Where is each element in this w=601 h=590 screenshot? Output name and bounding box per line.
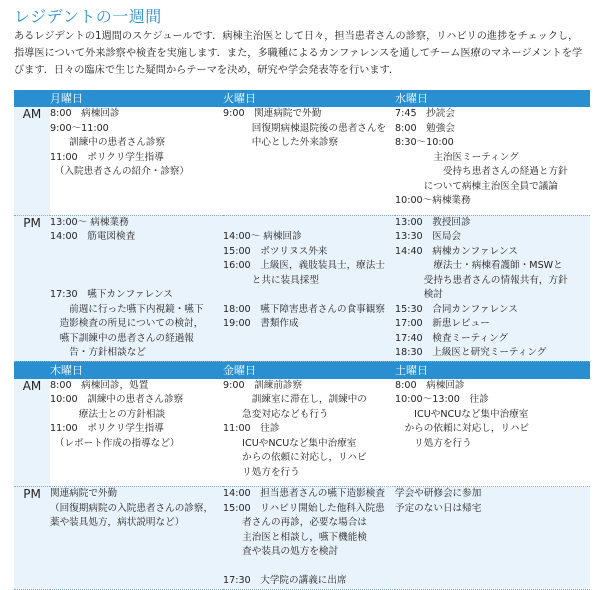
schedule-entry: について病棟主治医全員で議論 <box>395 180 558 192</box>
schedule-entry: 薬や装具処方，病状説明など） <box>50 517 185 528</box>
schedule-entry: からの依頼に対応し，リハビ <box>223 452 367 463</box>
schedule-entry: 関連病院で外勤 <box>50 488 118 499</box>
schedule-entry: 8:30〜10:00 <box>395 137 454 148</box>
schedule-entry: 19:00 書類作成 <box>223 318 299 329</box>
schedule-entry: 16:00 上級医，義肢装具士，療法士 <box>223 260 385 271</box>
schedule-entry: 17:00 新患レビュー <box>395 318 490 329</box>
schedule-entry: 17:30 大学院の講義に出席 <box>223 575 347 586</box>
schedule-entry <box>223 560 395 575</box>
schedule-entry: 8:00 病棟回診，処置 <box>50 379 149 391</box>
schedule-entry: 主治医ミーティング <box>395 151 519 163</box>
schedule-cell <box>395 215 590 361</box>
schedule-entry: 11:00 ポリクリ学生指導 <box>50 423 164 434</box>
day-header: 金曜日 <box>223 361 395 379</box>
schedule-entry: 14:00 筋電図検査 <box>50 231 136 242</box>
schedule-entry: 9:00〜11:00 <box>50 122 109 134</box>
schedule-entry: 9:00 関連病院で外勤 <box>223 108 322 119</box>
schedule-entry: 11:00 ポリクリ学生指導 <box>50 151 164 163</box>
schedule-entry: 受持ち患者さんの経過と方針 <box>395 166 568 177</box>
schedule-entry: 14:40 病棟カンファレンス <box>395 245 518 257</box>
schedule-entry: 13:00 教授回診 <box>395 216 471 228</box>
schedule-cell <box>50 107 223 215</box>
schedule-entry: 18:30 上級医と研究ミーティング <box>395 347 547 358</box>
schedule-entry: からの依頼に対応し，リハビ <box>395 423 530 434</box>
schedule-entry: 検討 <box>395 289 443 300</box>
pm-row <box>14 215 590 361</box>
schedule-entry: 受持ち患者さんの情報共有，方針 <box>395 274 568 286</box>
schedule-entry: 10:00〜13:00 往診 <box>395 394 489 405</box>
schedule-entry: と共に装具採型 <box>223 274 319 286</box>
schedule-entry: 学会や研修会に参加 <box>395 488 482 499</box>
header-corner <box>14 361 50 379</box>
schedule-entry: 13:30 医局会 <box>395 231 462 242</box>
schedule-entry: 中心とした外来診察 <box>223 137 339 148</box>
schedule-entry: 11:00 往診 <box>223 423 280 434</box>
schedule-cell <box>223 379 395 487</box>
schedule-entry: リ処方を行う <box>223 466 300 478</box>
schedule-entry: 9:00 訓練前診察 <box>223 379 303 391</box>
schedule-cell <box>223 107 395 215</box>
schedule-entry: リ処方を行う <box>395 437 472 449</box>
day-header: 水曜日 <box>395 90 590 107</box>
schedule-cell <box>50 379 223 487</box>
schedule-entry <box>223 288 395 303</box>
pm-label: PM <box>14 487 50 590</box>
schedule-entry: 主治医と相談し，嚥下機能検 <box>223 531 367 543</box>
schedule-entry: 回復期病棟退院後の患者さんを <box>223 122 387 134</box>
schedule-cell <box>395 107 590 215</box>
schedule-entry: 訓練中の患者さん診察 <box>50 137 166 148</box>
intro-paragraph: あるレジデントの1週間のスケジュールです．病棟主治医として日々，担当患者さんの診察，リハビリの進捗をチェックし，指導医について外来診察や検査を実施します．また，多職種によるカンファレンスを通してチーム医療のマネージメントを学びます．日々の臨床で生じた疑問からテーマを決め，研究や学会発表等を行います． <box>14 31 583 76</box>
schedule-entry: 療法士との方針相談 <box>50 408 166 420</box>
header-corner <box>14 90 50 107</box>
day-header-row <box>14 90 590 107</box>
schedule-entry: 17:30 嚥下カンファレンス <box>50 289 173 300</box>
schedule-entry: 8:00 勉強会 <box>395 122 455 134</box>
schedule-entry: （回復期病院の入院患者さんの診察， <box>50 502 214 514</box>
schedule-entry: 療法士・病棟看護師・MSWと <box>395 260 563 271</box>
pm-label: PM <box>14 215 50 361</box>
schedule-entry: 嚥下訓練中の患者さんの経過報 <box>50 332 194 344</box>
am-label: AM <box>14 379 50 487</box>
schedule-entry: （レポート作成の指導など） <box>50 437 180 449</box>
schedule-entry: 10:00 訓練中の患者さん診察 <box>50 394 184 405</box>
page-title: レジデントの一週間 <box>14 7 162 26</box>
schedule-entry: ICUやNCUなど集中治療室 <box>223 437 357 449</box>
schedule-entry: 7:45 抄読会 <box>395 108 455 119</box>
am-row <box>14 379 590 487</box>
schedule-cell <box>223 487 395 590</box>
schedule-entry: 14:00〜 病棟回診 <box>223 231 302 242</box>
schedule-entry <box>50 259 223 274</box>
schedule-entry <box>50 274 223 289</box>
schedule-entry: 訓練室に滞在し，訓練中の <box>223 394 367 405</box>
day-header: 月曜日 <box>50 90 223 107</box>
schedule-entry: 前週に行った嚥下内視鏡・嚥下 <box>50 303 204 315</box>
schedule-entry: 告・方針相談など <box>50 347 146 358</box>
schedule-cell <box>395 379 590 487</box>
schedule-entry: 15:30 合同カンファレンス <box>395 303 518 315</box>
schedule-entry: 17:40 検査ミーティング <box>395 332 509 344</box>
schedule-entry: 者さんの再診，必要な場合は <box>223 517 367 528</box>
schedule-cell <box>50 487 223 590</box>
schedule-entry <box>223 216 395 231</box>
day-header: 土曜日 <box>395 361 590 379</box>
schedule-cell <box>395 487 590 590</box>
pm-row <box>14 487 590 590</box>
schedule-entry <box>50 245 223 260</box>
am-label: AM <box>14 107 50 215</box>
schedule-entry: 13:00〜 病棟業務 <box>50 216 129 228</box>
day-header: 木曜日 <box>50 361 223 379</box>
schedule-entry: ICUやNCUなど集中治療室 <box>395 408 529 420</box>
schedule-entry: 15:00 ボツリヌス外来 <box>223 245 328 257</box>
day-header: 火曜日 <box>223 90 395 107</box>
schedule-entry: 急変対応なども行う <box>223 408 329 420</box>
intro-text <box>14 28 586 79</box>
schedule-entry: 査や装具の処方を検討 <box>223 546 339 557</box>
schedule-entry: 10:00〜病棟業務 <box>395 195 471 206</box>
schedule-entry: 14:00 担当患者さんの嚥下造影検査 <box>223 488 385 499</box>
schedule-entry: 造影検査の所見についての検討， <box>50 318 204 329</box>
schedule-cell <box>50 215 223 361</box>
schedule-entry: 8:00 病棟回診 <box>50 108 120 119</box>
schedule-entry: 15:00 リハビリ開始した他科入院患 <box>223 502 385 514</box>
schedule-entry: 18:00 嚥下障害患者さんの食事観察 <box>223 303 385 315</box>
schedule-entry: （入院患者さんの紹介・診察） <box>50 166 190 177</box>
day-header-row <box>14 361 590 379</box>
schedule-table <box>14 90 590 590</box>
schedule-entry: 予定のない日は帰宅 <box>395 502 482 514</box>
am-row <box>14 107 590 215</box>
schedule-cell <box>223 215 395 361</box>
schedule-entry: 8:00 病棟回診 <box>395 379 465 391</box>
